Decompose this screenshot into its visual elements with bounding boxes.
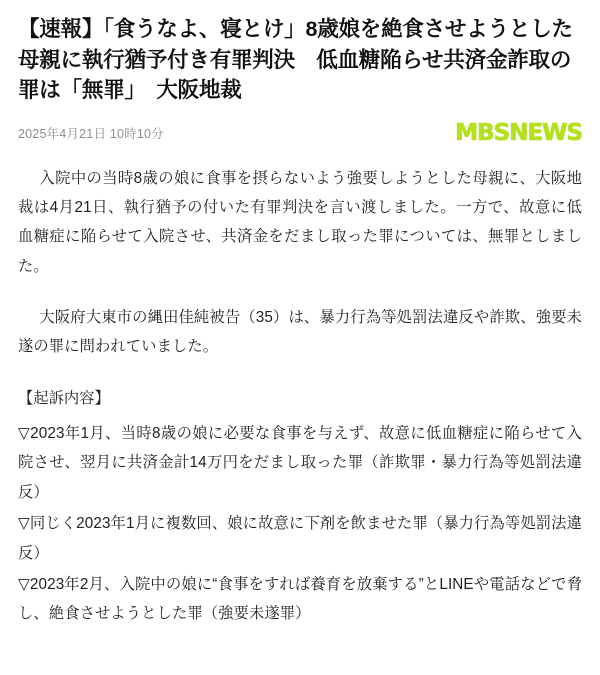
charge-item: ▽同じく2023年1月に複数回、娘に故意に下剤を飲ませた罪（暴力行為等処罰法違反） xyxy=(18,515,582,562)
charges-section-label: 【起訴内容】 xyxy=(18,389,110,407)
article-body xyxy=(18,164,582,362)
charges-list xyxy=(18,419,582,629)
logo-text-news: NEWS xyxy=(509,119,582,146)
charge-item: ▽2023年2月、入院中の娘に“食事をすれば養育を放棄する”とLINEや電話などで脅し、絶食させようとした罪（強要未遂罪） xyxy=(18,575,582,623)
article-paragraph: 大阪府大東市の縄田佳純被告（35）は、暴力行為等処罰法違反や詐欺、強要未遂の罪に問われていました。 xyxy=(18,308,582,356)
charge-item: ▽2023年1月、当時8歳の娘に必要な食事を与えず、故意に低血糖症に陥らせて入院させ、翌月に共済金計14万円をだまし取った罪（詐欺罪・暴力行為等処罰法違反） xyxy=(18,425,582,501)
mbs-news-logo xyxy=(455,120,582,146)
publish-timestamp: 2025年4月21日 10時10分 xyxy=(18,126,164,141)
article-paragraph: 入院中の当時8歳の娘に食事を摂らないよう強要しようとした母親に、大阪地裁は4月21日、執行猶予の付いた有罪判決を言い渡しました。一方で、故意に低血糖症に陥らせて入院させ、共済金をだまし取った罪については、無罪としました。 xyxy=(18,169,582,275)
logo-text-mbs: MBS xyxy=(455,119,510,146)
article-meta-row xyxy=(18,120,582,146)
page-title: 【速報】「食うなよ、寝とけ」8歳娘を絶食させようとした母親に執行猶予付き有罪判決 低血糖陥らせ共済金詐取の罪は「無罪」 大阪地裁 xyxy=(18,17,573,103)
